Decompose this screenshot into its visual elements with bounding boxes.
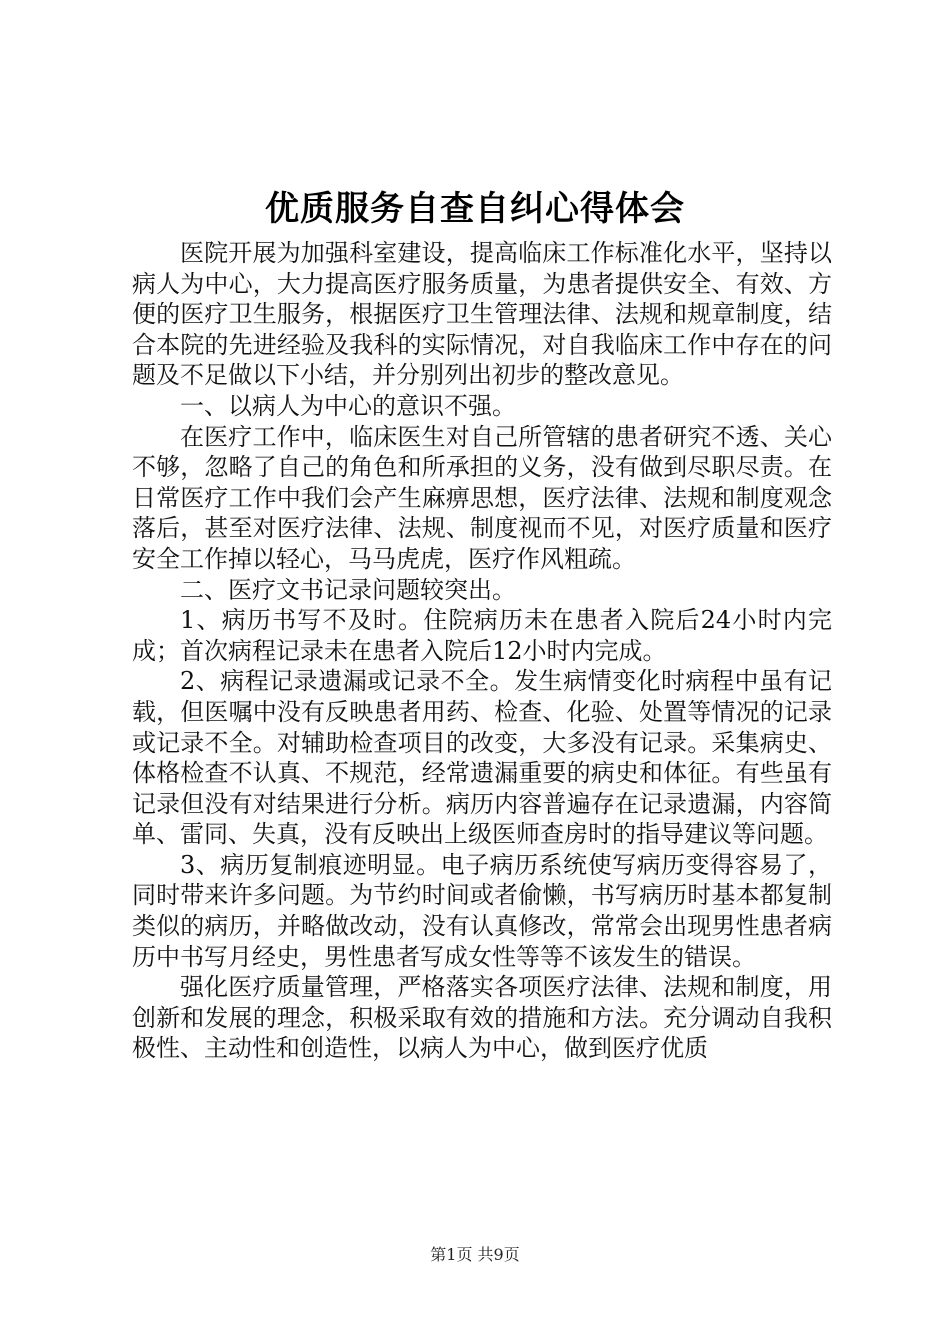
paragraph-item-3: 3、病历复制痕迹明显。电子病历系统使写病历变得容易了，同时带来许多问题。为节约时间或者偷懒，书写病历时基本都复制类似的病历，并略做改动，没有认真修改，常常会出现男性患者病历中书写月经史，男性患者写成女性等等不该发生的错误。 (132, 850, 832, 971)
paragraph-section-1: 在医疗工作中，临床医生对自己所管辖的患者研究不透、关心不够，忽略了自己的角色和所承担的义务，没有做到尽职尽责。在日常医疗工作中我们会产生麻痹思想，医疗法律、法规和制度观念落后，甚至对医疗法律、法规、制度视而不见，对医疗质量和医疗安全工作掉以轻心，马马虎虎，医疗作风粗疏。 (132, 422, 832, 573)
document-title: 优质服务自查自纠心得体会 (265, 189, 685, 229)
heading-section-2: 二、医疗文书记录问题较突出。 (180, 575, 516, 604)
paragraph-conclusion: 强化医疗质量管理，严格落实各项医疗法律、法规和制度，用创新和发展的理念，积极采取有效的措施和方法。充分调动自我积极性、主动性和创造性，以病人为中心，做到医疗优质 (132, 973, 832, 1063)
paragraph-intro: 医院开展为加强科室建设，提高临床工作标准化水平，坚持以病人为中心，大力提高医疗服务质量，为患者提供安全、有效、方便的医疗卫生服务，根据医疗卫生管理法律、法规和规章制度，结合本院的先进经验及我科的实际情况，对自我临床工作中存在的问题及不足做以下小结，并分别列出初步的整改意见。 (132, 239, 832, 390)
heading-section-1: 一、以病人为中心的意识不强。 (180, 391, 516, 420)
paragraph-item-1: 1、病历书写不及时。住院病历未在患者入院后24小时内完成；首次病程记录未在患者入院后12小时内完成。 (132, 606, 832, 665)
page-footer: 第1页 共9页 (430, 1245, 520, 1264)
paragraph-item-2: 2、病程记录遗漏或记录不全。发生病情变化时病程中虽有记载，但医嘱中没有反映患者用药、检查、化验、处置等情况的记录或记录不全。对辅助检查项目的改变，大多没有记录。采集病史、体格检查不认真、不规范，经常遗漏重要的病史和体征。有些虽有记录但没有对结果进行分析。病历内容普遍存在记录遗漏，内容简单、雷同、失真，没有反映出上级医师查房时的指导建议等问题。 (132, 667, 832, 849)
document-body (132, 238, 832, 1064)
